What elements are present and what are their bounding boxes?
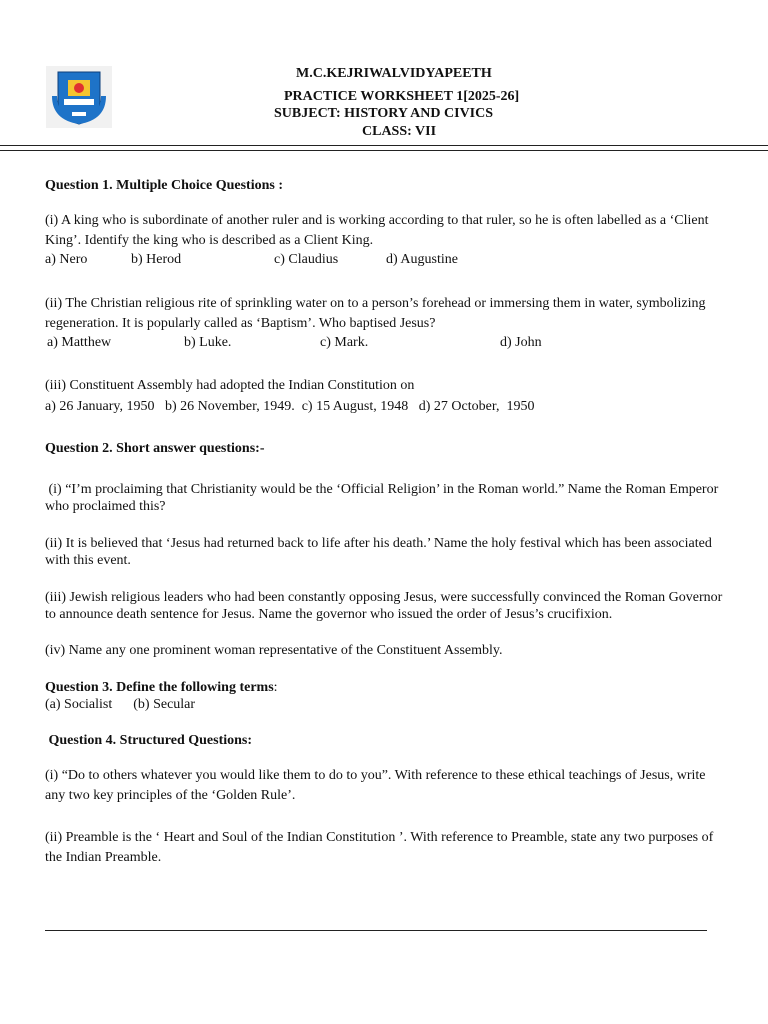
class-line: CLASS: VII xyxy=(362,124,437,139)
q3-colon: : xyxy=(273,680,278,695)
q1-ii-option-b: b) Luke. xyxy=(184,335,232,350)
q3-heading xyxy=(45,679,725,696)
q4-i-text: (i) “Do to others whatever you would like them to do to you”. With reference to these ethical teachings of Jesus, write any two key principles of the ‘Golden Rule’. xyxy=(45,768,706,803)
q1-ii-option-d: d) John xyxy=(500,335,542,350)
q1-ii-option-c: c) Mark. xyxy=(320,335,369,350)
footer-rule xyxy=(45,930,707,931)
q1-i-option-c: c) Claudius xyxy=(274,252,339,267)
q2-iv-text: (iv) Name any one prominent woman representative of the Constituent Assembly. xyxy=(45,643,503,658)
q2-i-text: (i) “I’m proclaiming that Christianity would be the ‘Official Religion’ in the Roman world.” Name the Roman Emperor who proclaimed this? xyxy=(45,482,722,514)
q1-i-option-b: b) Herod xyxy=(131,252,182,267)
q3-title: Question 3. Define the following terms xyxy=(45,680,274,695)
q2-iii-text: (iii) Jewish religious leaders who had been constantly opposing Jesus, were successfully convinced the Roman Governor to announce death sentence for Jesus. Name the governor who issued the order of Jesus’s crucifixion. xyxy=(45,590,723,622)
q3-terms: (a) Socialist (b) Secular xyxy=(45,697,196,712)
q1-i-option-d: d) Augustine xyxy=(386,252,458,267)
q1-ii-option-a: a) Matthew xyxy=(47,335,112,350)
header-rule-top xyxy=(0,145,768,146)
q1-iii-options: a) 26 January, 1950 b) 26 November, 1949. c) 15 August, 1948 d) 27 October, 1950 xyxy=(45,399,535,414)
q1-ii-text: (ii) The Christian religious rite of sprinkling water on to a person’s forehead or immersing them in water, symbolizing regeneration. It is popularly called as ‘Baptism’. Who baptised Jesus? xyxy=(45,296,706,331)
q1-i-text: (i) A king who is subordinate of another ruler and is working according to that ruler, so he is often labelled as a ‘Client King’. Identify the king who is described as a Client King. xyxy=(45,213,709,248)
school-name: M.C.KEJRIWALVIDYAPEETH xyxy=(296,66,492,81)
q1-title: Question 1. Multiple Choice Questions : xyxy=(45,178,284,193)
subject-line: SUBJECT: HISTORY AND CIVICS xyxy=(274,106,494,121)
q4-title: Question 4. Structured Questions: xyxy=(45,733,253,748)
header-rule-bottom xyxy=(0,150,768,151)
q2-title: Question 2. Short answer questions:- xyxy=(45,441,265,456)
q1-iii-text: (iii) Constituent Assembly had adopted the Indian Constitution on xyxy=(45,378,415,393)
q4-ii-text: (ii) Preamble is the ‘ Heart and Soul of the Indian Constitution ’. With reference to Preamble, state any two purposes of the Indian Preamble. xyxy=(45,830,714,865)
q1-i-option-a: a) Nero xyxy=(45,252,88,267)
q2-ii-text: (ii) It is believed that ‘Jesus had returned back to life after his death.’ Name the holy festival which has been associated with this event. xyxy=(45,536,712,568)
worksheet-title: PRACTICE WORKSHEET 1[2025-26] xyxy=(284,89,520,104)
